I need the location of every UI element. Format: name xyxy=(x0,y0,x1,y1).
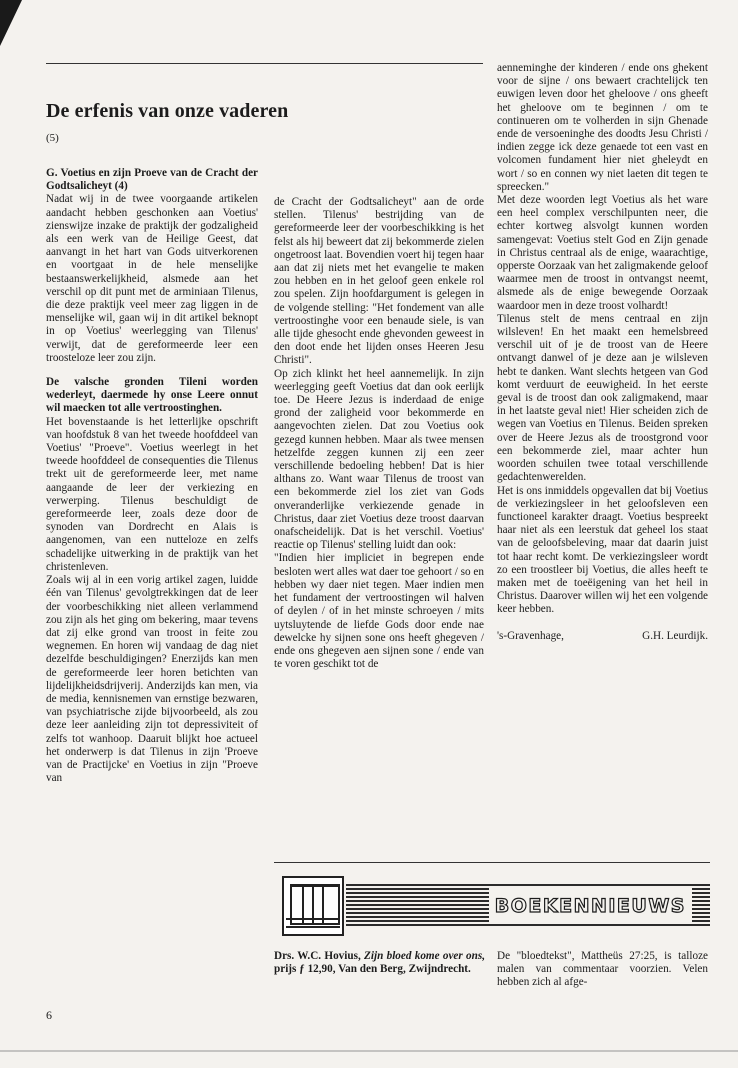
paragraph-7: aenneminghe der kinderen / ende ons ghekent voor de sijne / ons bewaert crachtelijck ten euwigen leven door het gheloove / ons gheeft het gheloove om te beginnen / om te continueren om te volherden in sijn Ghenade ende de versoeninghe des doodts Jesu Christi / indien zegge ick deze genaede tot een vast en volcomen fundament hier niet gheleydt en wort / so en connen wy niet laeten dit tegen te spreecken." xyxy=(497,62,708,193)
column-3 xyxy=(497,62,708,844)
book-icon xyxy=(282,876,344,936)
boekennieuws-banner xyxy=(282,876,710,936)
page-number: 6 xyxy=(46,1008,52,1022)
paragraph-1: Nadat wij in de twee voorgaande artikelen aandacht hebben geschonken aan Voetius' zienswijze inzake de praktijk der godzaligheid als een werk van de Heilige Geest, dat aanvangt in het hart van Gods uitverkorenen en voortgaat in de hele menselijke bestaanswerkelijkheid, alsmede aan het verschil op dit punt met de arminiaan Tilenus, die deze praktijk veel meer zag liggen in de menselijke wil, gaan wij in dit artikel beknopt in op Voetius' weerlegging van Tilenus' verwijt, dat de gereformeerde leer een troosteloze leer zou zijn. xyxy=(46,193,258,364)
section-heading-1: G. Voetius en zijn Proeve van de Cracht der Godtsalicheyt (4) xyxy=(46,167,258,193)
paragraph-6: "Indien hier impliciet in begrepen ende besloten wert alles wat daer toe gehoort / so en hebben wy daer niet tegen. Maer indien men het fundament der vertroostingen wil halven of deylen / of in het minste schroeyen / mits uytsluytende de liefde Gods door ende nae dewelcke hy sijnen sone ons heeft ghegeven / ende ons ghegeven aen sijnen sone / ende van te voren geschikt tot de xyxy=(274,552,484,671)
review-details: prijs ƒ 12,90, Van den Berg, Zwijndrecht. xyxy=(274,963,471,976)
paragraph-9: Tilenus stelt de mens centraal en zijn wilsleven! En het maakt een hemelsbreed verschil uit of je de troost van de Heere ontvangt danwel of je deze aan je wilsleven hebt te danken. Want slechts hetgeen van God komt verduurt de eeuwigheid. In het eerste geval is de troost dan ook zaligmakend, maar in het laatste geval niet! Hier scheiden zich de wegen van Voetius en Tilenus. Beiden spreken over de Heere Jezus als de troostgrond voor een bekommerde ziel, maar achter hun woorden schuilen twee totaal verschillende gedachtenwerelden. xyxy=(497,312,708,484)
bottom-edge xyxy=(0,1050,738,1052)
paragraph-10: Het is ons inmiddels opgevallen dat bij Voetius de verkiezingsleer in het geloofsleven een functioneel karakter draagt. Voetius bespreekt haar niet als een leerstuk dat geheel los staat van de geloofsbeleving, maar dat daarin juist tot haar recht komt. De verkiezingsleer wordt zo een troostleer bij Voetius, die alles heeft te maken met de toeëigening van het heil in Christus. Daarover willen wij het een volgende keer hebben. xyxy=(497,484,708,616)
review-book-title: Zijn bloed kome over ons, xyxy=(364,950,485,962)
paragraph-8: Met deze woorden legt Voetius als het ware een heel complex verschilpunten neer, die echter kortweg alsvolgt kunnen worden samengevat: Voetius stelt God en Zijn genade in Christus centraal als de enige, waarachtige, opperste Oorzaak van het zaligmakende geloof waarmee men de troost in ontvangst neemt, alsmede als de enige bewegende Oorzaak waardoor men in deze troost volhardt! xyxy=(497,194,708,312)
paragraph-3: Zoals wij al in een vorig artikel zagen, luidde één van Tilenus' gevolgtrekkingen dat de leer der voorbeschikking niet alleen verlammend zou zijn als het ging om bekering, maar tevens dat zij elke grond van troost in feite zou wegnemen. En horen wij vandaag de dag niet dezelfde beschuldigingen? Enerzijds kan men de gereformeerde leer horen betichten van lijdelijkheidsdrijverij. Anderzijds kan men, via de media, kennisnemen van ernstige bezwaren, van psychiatrische zijde bijvoorbeeld, als zou deze leer aanleiding zijn tot depressiviteit of zelfs tot wanhoop. Daaruit blijkt hoe actueel het onderwerp is dat Tilenus in zijn 'Proeve van de Practijcke' en Voetius in zijn "Proeve van xyxy=(46,574,258,785)
signature-author: G.H. Leurdijk. xyxy=(642,629,708,642)
review-text: De "bloedtekst", Mattheüs 27:25, is talloze malen van commentaar voorzien. Velen hebben zich al afge- xyxy=(497,950,708,989)
banner-top-rule xyxy=(274,862,710,863)
signature-line xyxy=(497,630,708,643)
top-rule xyxy=(46,63,483,64)
column-2 xyxy=(274,196,484,706)
review-author: Drs. W.C. Hovius, xyxy=(274,950,361,962)
article-part-number: (5) xyxy=(46,132,59,144)
article-title: De erfenis van onze vaderen xyxy=(46,100,289,122)
paragraph-5: Op zich klinkt het heel aannemelijk. In zijn weerlegging geeft Voetius dat dan ook eerlijk toe. De Heere Jezus is inderdaad de enige grond der zaligheid voor bekommerde en aangevochten zielen. Dat zou Voetius ook gezegd kunnen hebben. Maar als twee mensen hetzelfde zeggen kunnen zij een zeer verschillende bedoeling hebben! Dat is hier althans zo. Want waar Tilenus de troost van een bekommerde ziel los ziet van Gods onveranderlijke verkiezende genade in Christus, daar ziet Voetius deze troost daarvan onafscheidelijk. Dat is het verschil. Voetius' reactie op Tilenus' stelling luidt dan ook: xyxy=(274,367,484,552)
review-citation xyxy=(274,950,485,976)
paragraph-2: Het bovenstaande is het letterlijke opschrift van hoofdstuk 8 van het tweede hoofddeel van Voetius' "Proeve". Voetius weerlegt in het tweede hoofddeel de consequenties die Tilenus trekt uit de gereformeerde leer, met name aangaande de leer der verkiezing en verwerping. Tilenus beschuldigt de gereformeerde leer, zoals deze door de synoden van Dordrecht en Alais is aangenomen, van een nutteloze en zelfs schadelijke uitwerking in de praktijk van het christenleven. xyxy=(46,415,258,573)
scan-corner-shadow xyxy=(0,0,22,46)
paragraph-4: de Cracht der Godtsalicheyt" aan de orde stellen. Tilenus' bestrijding van de gereformeerde leer der voorbeschikking is het felst als hij beweert dat zij bekommerde zielen ongetroost laat. Bovendien voert hij tegen haar aan dat zij niets met het evangelie te maken zou hebben en in het geloof geen enkele rol zou spelen. Zijn hoofdargument is gelegen in de volgende stelling: "Het fondement van alle vertroostinghe voor een benaude siele, is van alle tijde ghesocht ende ghevonden geweest in den doot ende het lijden onses Heeren Jesu Christi". xyxy=(274,196,484,367)
banner-label: BOEKENNIEUWS xyxy=(489,888,692,924)
column-1 xyxy=(46,167,258,1015)
section-heading-2: De valsche gronden Tileni worden wederleyt, daermede hy onse Leere onnut wil maecken tot alle vertroostinghen. xyxy=(46,376,258,415)
signature-place: 's-Gravenhage, xyxy=(497,629,564,642)
